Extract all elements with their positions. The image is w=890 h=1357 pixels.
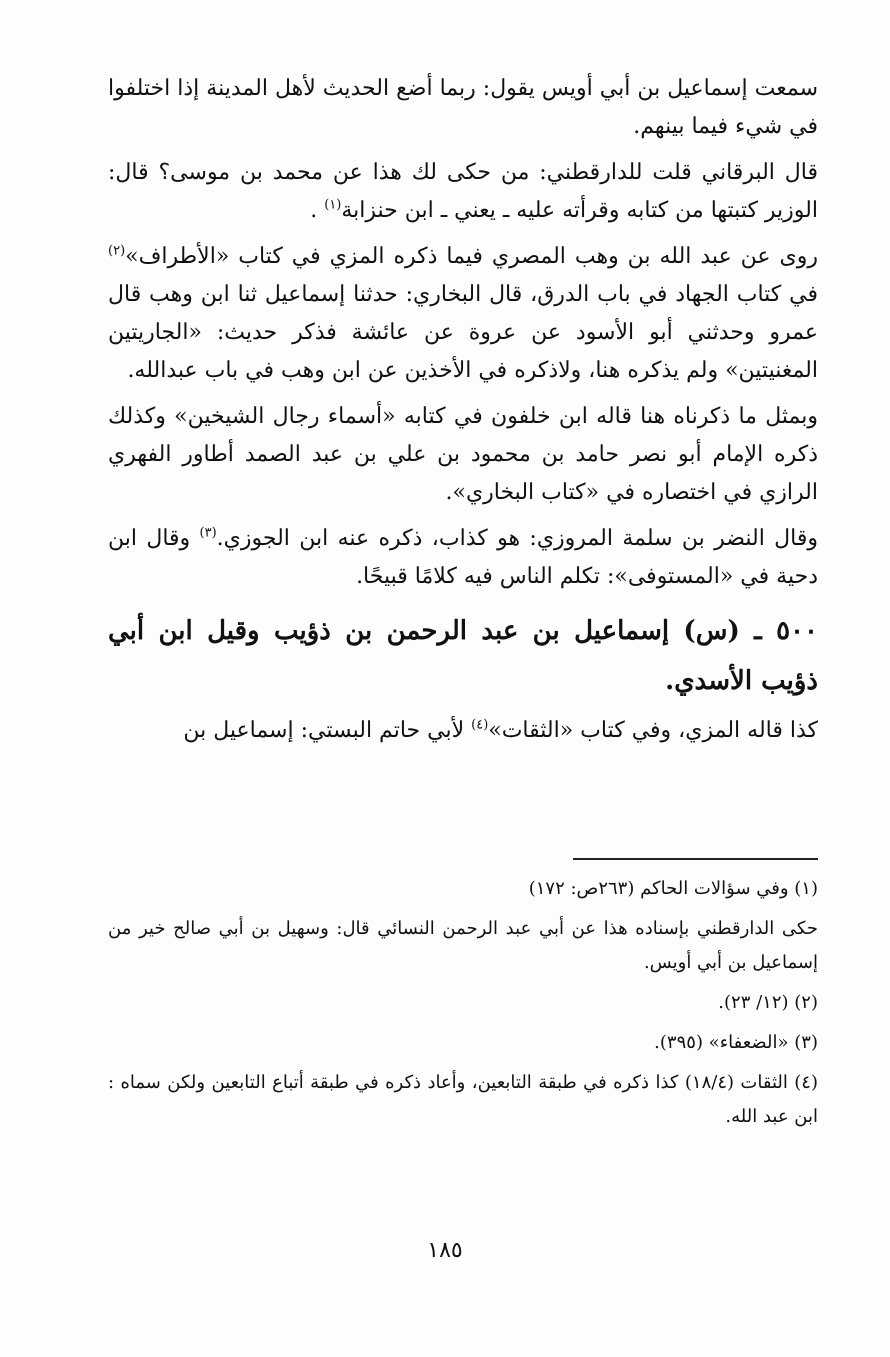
footnote-ref-1[interactable]: (١) [324,197,342,213]
paragraph-2: قال البرقاني قلت للدارقطني: من حكى لك هذا عن محمد بن موسى؟ قال: الوزير كتبتها من كتابه وقرأته عليه ـ يعني ـ ابن حنزابة$^{(١)}$ . [108,160,818,223]
footnote-3: (٣) «الضعفاء» (٣٩٥). [654,1032,818,1053]
main-text [108,70,818,758]
footnote-1: (١) وفي سؤالات الحاكم (٢٦٣ص: ١٧٢) [528,878,818,899]
entry-heading: ٥٠٠ ـ (س) إسماعيل بن عبد الرحمن بن ذؤيب وقيل ابن أبي ذؤيب الأسدي. [108,616,818,696]
footnote-ref-4[interactable]: (٤) [471,717,489,733]
paragraph-5-text-b: وقال ابن دحية في «المستوفى»: تكلم الناس فيه كلامًا قبيحًا. [108,526,818,589]
paragraph-3-text-b: في كتاب الجهاد في باب الدرق، قال البخاري: حدثنا إسماعيل ثنا ابن وهب قال عمرو وحدثني أبو الأسود عن عروة عن عائشة فذكر حديث: «الجاريتين المغنيتين» ولم يذكره هنا، ولاذكره في الأخذين عن ابن وهب في باب عبدالله. [108,282,818,383]
footnote-ref-2[interactable]: (٢) [108,243,126,259]
paragraph-3 [108,238,818,390]
footnote-4: (٤) الثقات (١٨/٤) كذا ذكره في طبقة التابعين، وأعاد ذكره في طبقة أتباع التابعين ولكن سماه : ابن عبد الله. [108,1072,818,1127]
footnotes [108,872,818,1140]
footnote-2: (٢) (١٢/ ٢٣). [718,992,818,1013]
paragraph-3-text-a: روى عن عبد الله بن وهب المصري فيما ذكره المزي في كتاب «الأطراف» [125,244,818,269]
paragraph-6-text-b: لأبي حاتم البستي: إسماعيل بن [183,718,465,743]
footnote-divider [573,858,818,860]
paragraph-6 [108,712,818,750]
paragraph-5-text-a: وقال النضر بن سلمة المروزي: هو كذاب، ذكره عنه ابن الجوزي. [216,526,818,551]
paragraph-6-text-a: كذا قاله المزي، وفي كتاب «الثقات» [488,718,818,743]
page-number: ١٨٥ [427,1238,463,1263]
paragraph-4: وبمثل ما ذكرناه هنا قاله ابن خلفون في كتابه «أسماء رجال الشيخين» وكذلك ذكره الإمام أبو نصر حامد بن محمود بن علي بن عبد الصمد أطاور الفهري الرازي في اختصاره في «كتاب البخاري». [108,404,818,505]
footnote-ref-3[interactable]: (٣) [199,525,217,541]
footnote-1-body: حكى الدارقطني بإسناده هذا عن أبي عبد الرحمن النسائي قال: وسهيل بن أبي صالح خير من إسماعيل بن أبي أويس. [108,918,818,973]
paragraph-1: سمعت إسماعيل بن أبي أويس يقول: ربما أضع الحديث لأهل المدينة إذا اختلفوا في شيء فيما بينهم. [108,76,818,139]
paragraph-2-text: قال البرقاني قلت للدارقطني: من حكى لك هذا عن محمد بن موسى؟ قال: الوزير كتبتها من كتابه وقرأته عليه ـ يعني ـ ابن حنزابة [108,160,818,223]
paragraph-5 [108,520,818,596]
